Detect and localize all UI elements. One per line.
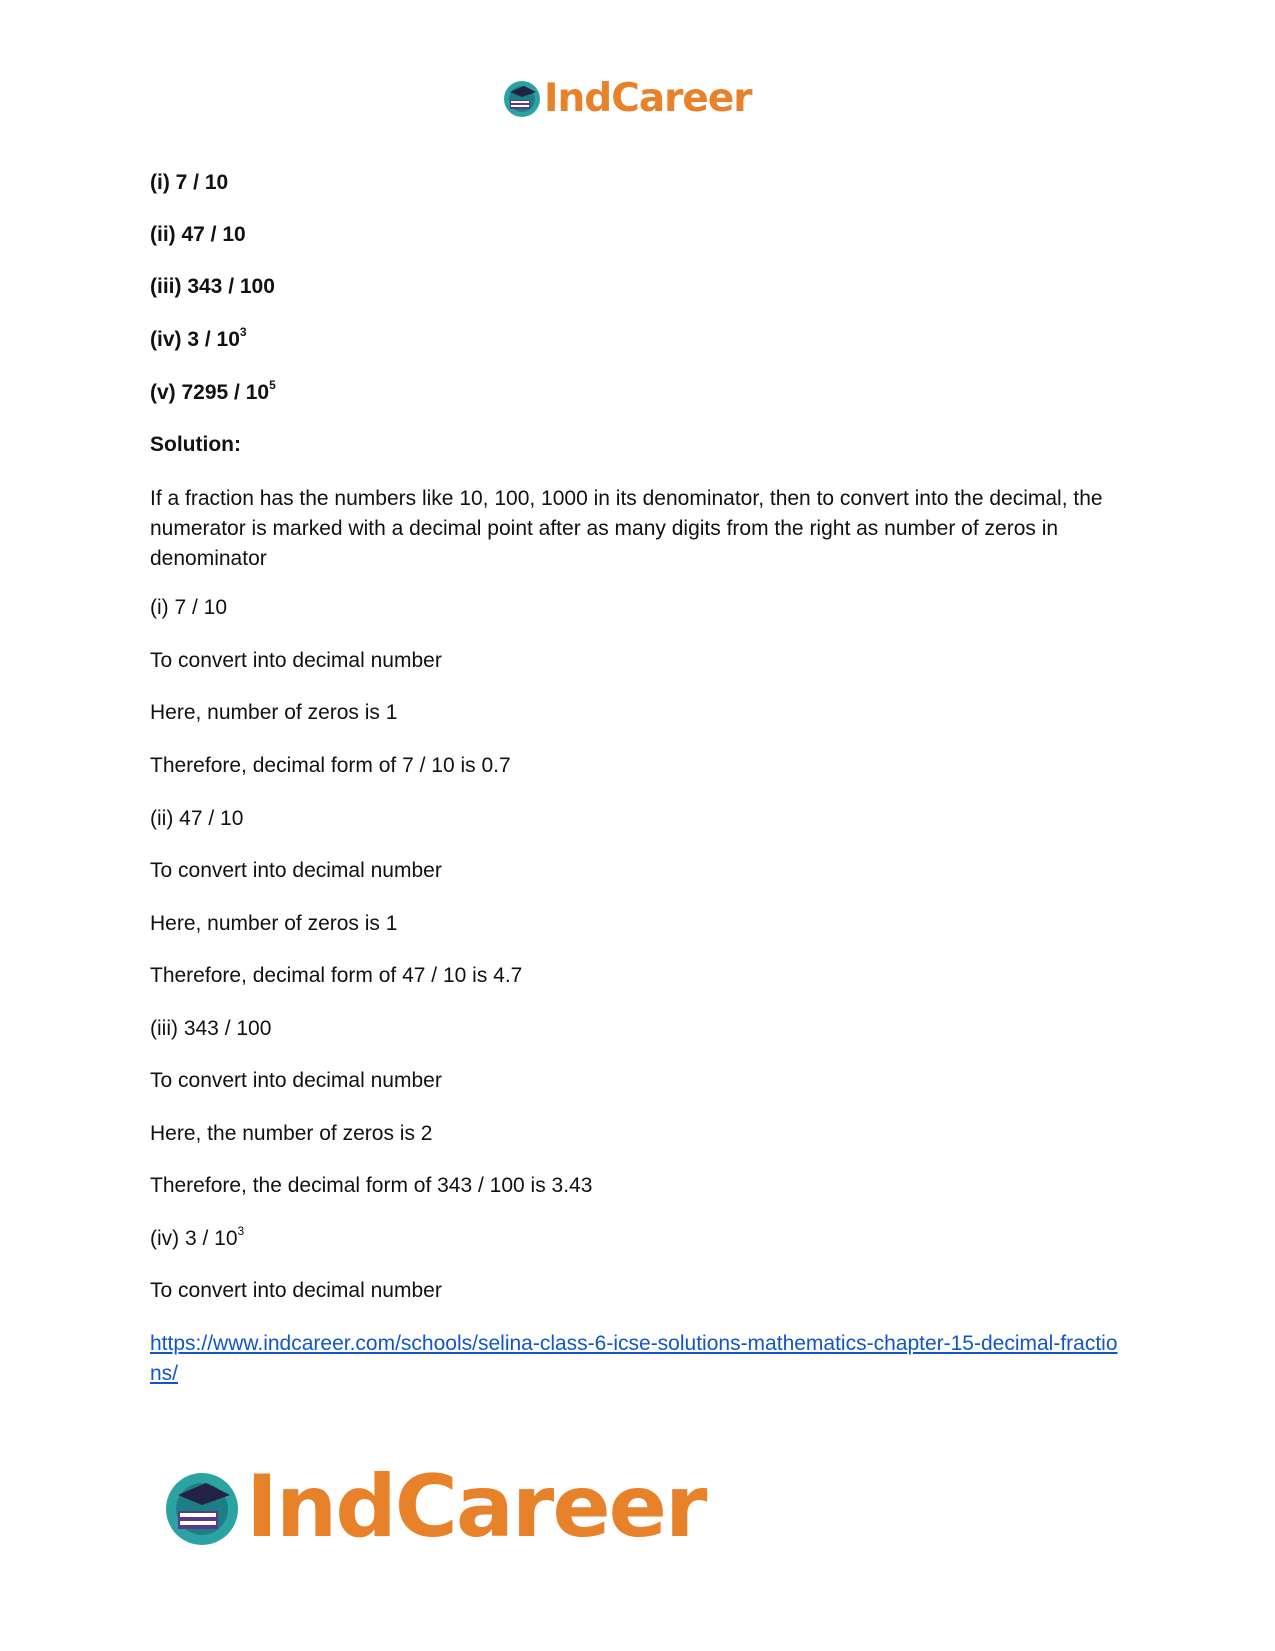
question-2: (ii) 47 / 10 [150,223,246,246]
question-1: (i) 7 / 10 [150,171,229,194]
solution-heading: Solution: [150,433,241,456]
step-line: Therefore, decimal form of 47 / 10 is 4.7 [150,964,523,987]
step-line: (iii) 343 / 100 [150,1017,272,1040]
step-line: Here, number of zeros is 1 [150,912,398,935]
step-line: Therefore, decimal form of 7 / 10 is 0.7 [150,754,511,777]
header-logo-text: IndCareer [544,75,752,121]
step-line: To convert into decimal number [150,859,442,882]
graduation-book-icon [162,1467,242,1547]
question-5: (v) $7295 / 10^5$ [150,378,276,404]
question-3: (iii) 343 / 100 [150,275,275,298]
step-line: Therefore, the decimal form of 343 / 100 is 3.43 [150,1174,593,1197]
step-line: Here, the number of zeros is 2 [150,1122,433,1145]
footer-logo-text: IndCareer [246,1457,706,1557]
source-link[interactable]: https://www.indcareer.com/schools/selina-class-6-icse-solutions-mathematics-chapter-15-decimal-fractions/ [150,1332,1118,1385]
step-line: Here, number of zeros is 1 [150,701,398,724]
graduation-book-icon [502,78,542,118]
header-logo [502,75,752,121]
question-4: (iv) $3 / 10^3$ [150,325,247,351]
footer-logo [162,1457,706,1557]
step-line: (i) 7 / 10 [150,596,228,619]
step-line: (ii) 47 / 10 [150,807,244,830]
intro-paragraph: If a fraction has the numbers like 10, 100, 1000 in its denominator, then to convert into the decimal, the numerator is marked with a decimal point after as many digits from the right as number of zeros in denominator [150,487,1103,570]
step-line: (iv) $3 / 10^3$ [150,1224,245,1250]
step-line: To convert into decimal number [150,1279,442,1302]
step-line: To convert into decimal number [150,649,442,672]
step-line: To convert into decimal number [150,1069,442,1092]
